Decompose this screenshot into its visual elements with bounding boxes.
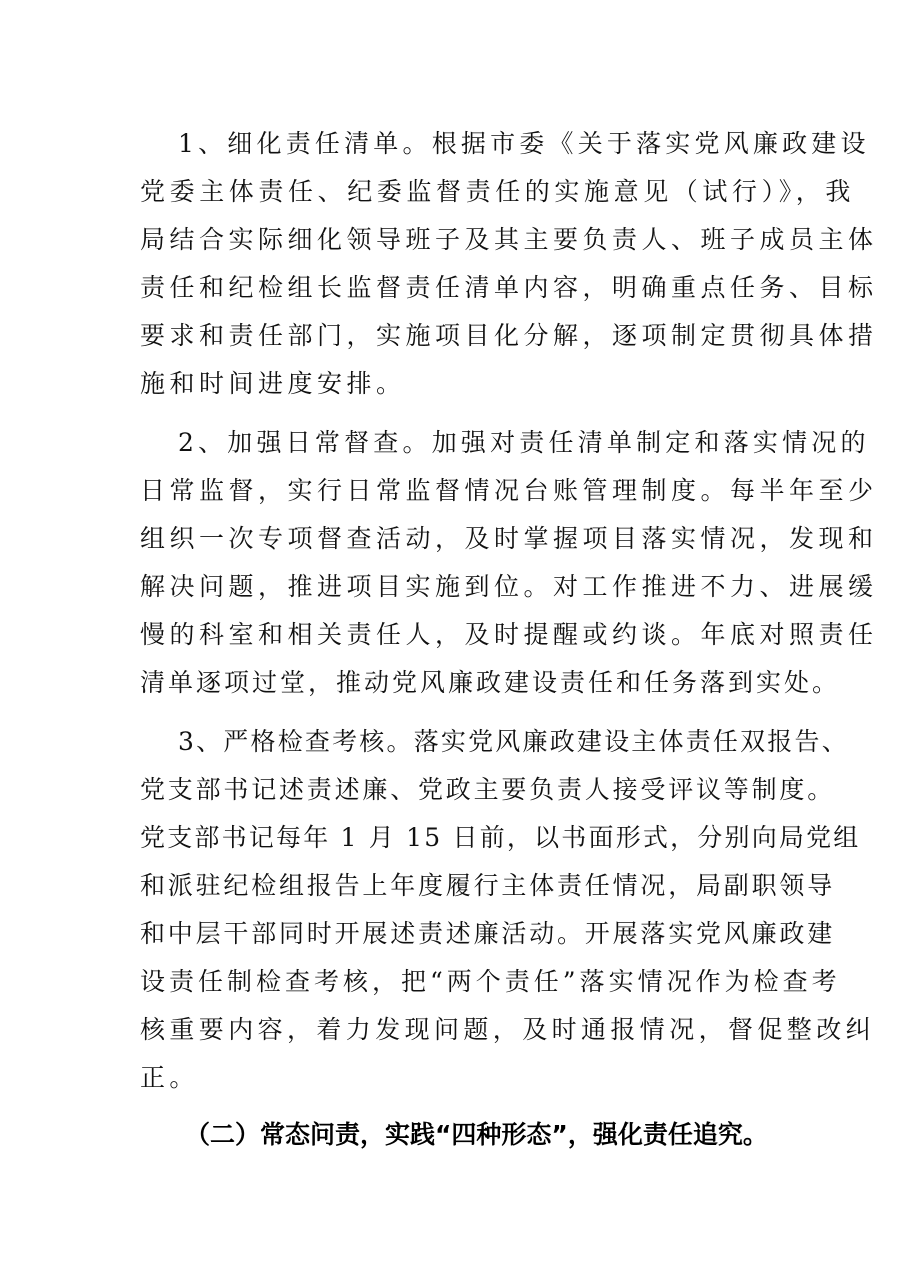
- paragraph-3-line-8: 正。: [140, 1063, 199, 1092]
- paragraph-3-line-1: 3、严格检查考核。落实党风廉政建设主体责任双报告、: [178, 727, 849, 756]
- paragraph-1-line-3: 局结合实际细化领导班子及其主要负责人、班子成员主体: [140, 225, 878, 254]
- paragraph-3-line-7: 核重要内容，着力发现问题，及时通报情况，督促整改纠: [140, 1015, 876, 1044]
- paragraph-3-line-5: 和中层干部同时开展述责述廉活动。开展落实党风廉政建: [140, 919, 836, 948]
- paragraph-3-line-3: 党支部书记每年 1 月 15 日前，以书面形式，分别向局党组: [140, 823, 861, 852]
- paragraph-1-line-4: 责任和纪检组长监督责任清单内容，明确重点任务、目标: [140, 273, 878, 302]
- paragraph-2-line-5: 慢的科室和相关责任人，及时提醒或约谈。年底对照责任: [140, 620, 878, 649]
- paragraph-2-line-6: 清单逐项过堂，推动党风廉政建设责任和任务落到实处。: [140, 668, 841, 697]
- paragraph-1-line-6: 施和时间进度安排。: [140, 369, 406, 398]
- paragraph-2-line-3: 组织一次专项督查活动，及时掌握项目落实情况，发现和: [140, 524, 878, 553]
- paragraph-2-line-2: 日常监督，实行日常监督情况台账管理制度。每半年至少: [140, 476, 878, 505]
- paragraph-3-line-4: 和派驻纪检组报告上年度履行主体责任情况，局副职领导: [140, 871, 836, 900]
- paragraph-2-line-4: 解决问题，推进项目实施到位。对工作推进不力、进展缓: [140, 572, 878, 601]
- paragraph-3-line-2: 党支部书记述责述廉、党政主要负责人接受评议等制度。: [140, 775, 836, 804]
- paragraph-1-line-1: 1、细化责任清单。根据市委《关于落实党风廉政建设: [178, 129, 870, 158]
- paragraph-3-line-6: 设责任制检查考核，把“两个责任”落实情况作为检查考: [140, 967, 841, 996]
- section-heading: （二）常态问责，实践“四种形态”，强化责任追究。: [185, 1120, 768, 1149]
- paragraph-1-line-2: 党委主体责任、纪委监督责任的实施意见（试行）》，我: [140, 177, 856, 206]
- paragraph-1-line-5: 要求和责任部门，实施项目化分解，逐项制定贯彻具体措: [140, 321, 878, 350]
- paragraph-2-line-1: 2、加强日常督查。加强对责任清单制定和落实情况的: [178, 428, 870, 457]
